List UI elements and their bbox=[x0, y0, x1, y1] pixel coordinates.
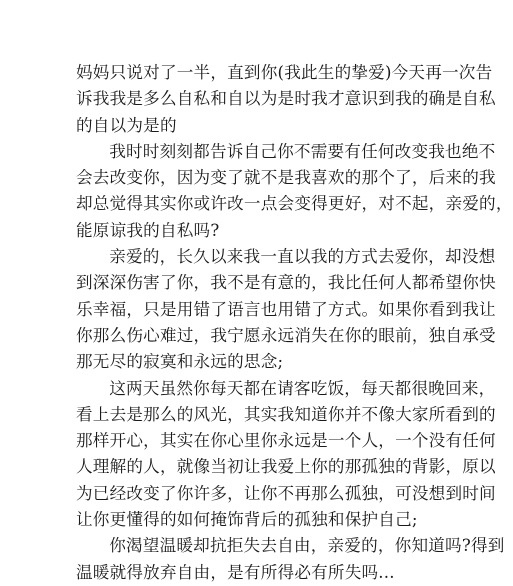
paragraph-2 bbox=[76, 139, 513, 244]
paragraph-line: 我时时刻刻都告诉自己你不需要有任何改变我也绝不 bbox=[109, 141, 496, 161]
paragraph-5 bbox=[76, 533, 505, 586]
paragraph-line: 你那么伤心难过，我宁愿永远消失在你的眼前，独自承受 bbox=[76, 325, 496, 345]
paragraph-line: 诉我我是多么自私和自以为是时我才意识到我的确是自私 bbox=[76, 89, 496, 109]
paragraph-line: 到深深伤害了你，我不是有意的，我比任何人都希望你快 bbox=[76, 273, 496, 293]
paragraph-line: 看上去是那么的风光，其实我知道你并不像大家所看到的 bbox=[76, 404, 496, 424]
paragraph-line: 能原谅我的自私吗? bbox=[76, 220, 220, 240]
paragraph-line: 那样开心，其实在你心里你永远是一个人，一个没有任何 bbox=[76, 431, 496, 451]
paragraph-line: 温暖就得放弃自由，是有所得必有所失吗... bbox=[76, 562, 395, 582]
document-body bbox=[76, 60, 513, 586]
paragraph-line: 让你更懂得的如何掩饰背后的孤独和保护自己; bbox=[76, 510, 418, 530]
paragraph-3 bbox=[76, 244, 496, 375]
paragraph-line: 这两天虽然你每天都在请客吃饭，每天都很晚回来， bbox=[109, 378, 496, 398]
paragraph-line: 的自以为是的 bbox=[76, 115, 177, 135]
paragraph-line: 那无尽的寂寞和永远的思念; bbox=[76, 352, 284, 372]
paragraph-4 bbox=[76, 376, 496, 534]
paragraph-line: 你渴望温暖却抗拒失去自由，亲爱的，你知道吗?得到 bbox=[109, 536, 505, 556]
paragraph-line: 会去改变你，因为变了就不是我喜欢的那个了，后来的我 bbox=[76, 168, 496, 188]
paragraph-line: 为已经改变了你许多，让你不再那么孤独，可没想到时间 bbox=[76, 483, 496, 503]
paragraph-1 bbox=[76, 60, 496, 139]
paragraph-line: 却总觉得其实你或许改一点会变得更好，对不起，亲爱的， bbox=[76, 194, 513, 214]
paragraph-line: 乐幸福，只是用错了语言也用错了方式。如果你看到我让 bbox=[76, 299, 496, 319]
paragraph-line: 亲爱的，长久以来我一直以我的方式去爱你，却没想 bbox=[109, 247, 496, 267]
paragraph-line: 人理解的人，就像当初让我爱上你的那孤独的背影，原以 bbox=[76, 457, 496, 477]
paragraph-line: 妈妈只说对了一半，直到你(我此生的挚爱)今天再一次告 bbox=[76, 63, 493, 82]
